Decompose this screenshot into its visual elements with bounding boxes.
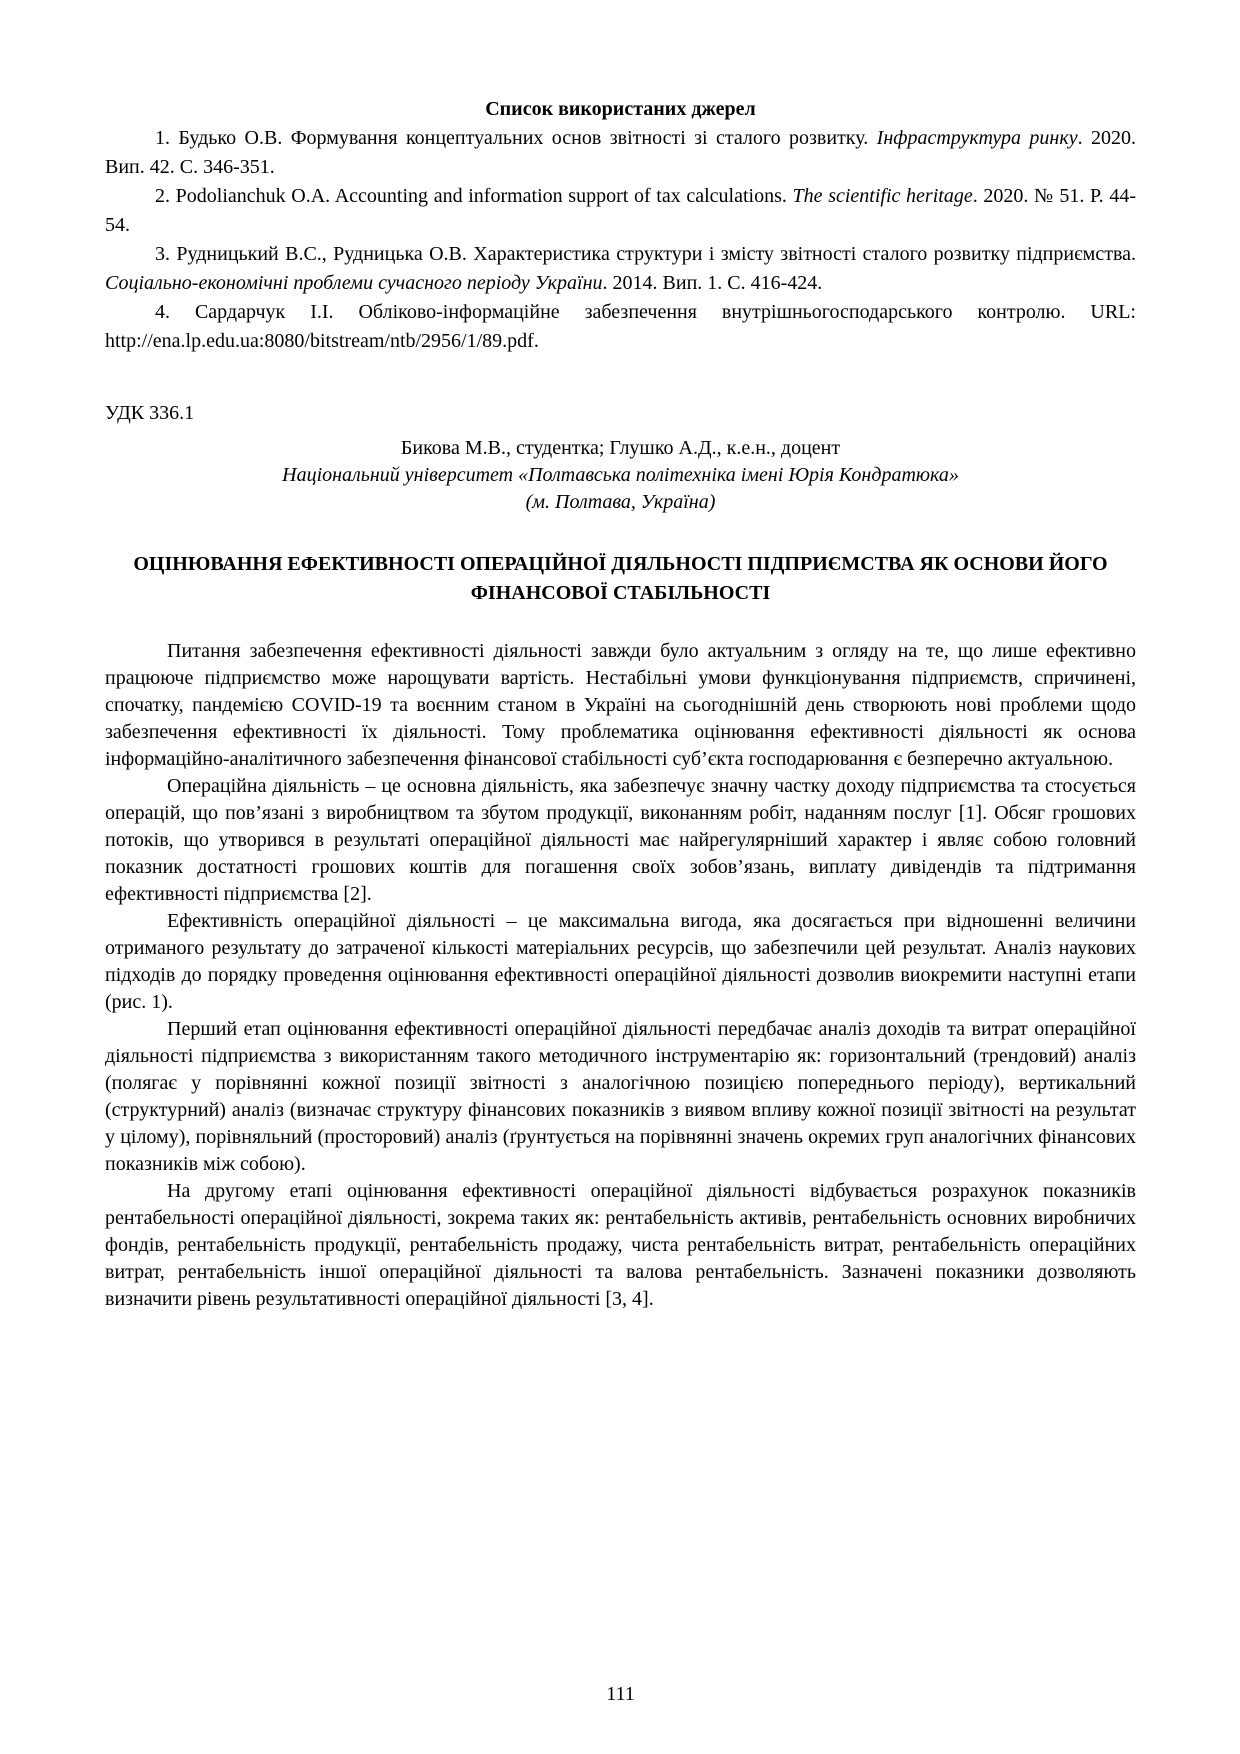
reference-text: . 2020. Вип. 42. С. 346-351. [105, 127, 1136, 178]
body-paragraph-5: На другому етапі оцінювання ефективності операційної діяльності відбувається розрахунок показників рентабельності операційної діяльності, зокрема таких як: рентабельність активів, рентабельність основних виробничих фондів, рентабельність продукції, рентабельність продажу, чиста рентабельність витрат, рентабельність операційних витрат, рентабельність іншої операційної діяльності та валова рентабельність. Зазначені показники дозволяють визначити рівень результативності операційної діяльності [3, 4]. [105, 1180, 1136, 1310]
reference-text: . 2020. № 51. Р. 44-54. [105, 185, 1136, 236]
reference-source-italic: The scientific heritage [792, 185, 973, 207]
article-title: ОЦІНЮВАННЯ ЕФЕКТИВНОСТІ ОПЕРАЦІЙНОЇ ДІЯЛЬНОСТІ ПІДПРИЄМСТВА ЯК ОСНОВИ ЙОГО ФІНАНСОВОЇ СТАБІЛЬНОСТІ [133, 553, 1108, 604]
reference-text: . 2014. Вип. 1. С. 416-424. [602, 272, 823, 294]
reference-source-italic: Соціально-економічні проблеми сучасного періоду України [105, 272, 603, 294]
reference-item-4 [105, 298, 1136, 356]
body-paragraph-3: Ефективність операційної діяльності – це максимальна вигода, яка досягається при відношенні величини отриманого результату до затраченої кількості матеріальних ресурсів, що забезпечили цей результат. Аналіз наукових підходів до порядку проведення оцінювання ефективності операційної діяльності дозволив виокремити наступні етапи (рис. 1). [105, 910, 1136, 1013]
page-number: 111 [606, 1683, 635, 1705]
reference-item-3 [105, 240, 1136, 298]
reference-item-2 [105, 182, 1136, 240]
location-line: (м. Полтава, Україна) [525, 491, 716, 513]
affiliation-line: Національний університет «Полтавська політехніка імені Юрія Кондратюка» [282, 464, 959, 486]
body-paragraph-2: Операційна діяльність – це основна діяльність, яка забезпечує значну частку доходу підприємства та стосується операцій, що пов’язані з виробництвом та збутом продукції, виконанням робіт, наданням послуг [1]. Обсяг грошових потоків, що утворився в результаті операційної діяльності має найрегулярніший характер і являє собою головний показник достатності грошових коштів для погашення своїх зобов’язань, виплату дивідендів та підтримання ефективності підприємства [2]. [105, 775, 1136, 905]
reference-text: 1. Будько О.В. Формування концептуальних основ звітності зі сталого розвитку. [155, 127, 877, 149]
reference-item-1 [105, 124, 1136, 182]
udc-code: УДК 336.1 [105, 402, 195, 424]
references-heading: Список використаних джерел [485, 98, 756, 120]
reference-source-italic: Інфраструктура ринку [876, 127, 1078, 149]
body-paragraph-1: Питання забезпечення ефективності діяльності завжди було актуальним з огляду на те, що лише ефективно працююче підприємство може нарощувати вартість. Нестабільні умови функціонування підприємств, спричинені, спочатку, пандемією COVID-19 та воєнним станом в Україні на сьогоднішній день створюють нові проблеми щодо забезпечення ефективності їх діяльності. Тому проблематика оцінювання ефективності діяльності як основа інформаційно-аналітичного забезпечення фінансової стабільності суб’єкта господарювання є безперечно актуальною. [105, 640, 1136, 770]
authors-line: Бикова М.В., студентка; Глушко А.Д., к.е.н., доцент [400, 437, 841, 459]
body-paragraph-4: Перший етап оцінювання ефективності операційної діяльності передбачає аналіз доходів та витрат операційної діяльності підприємства з використанням такого методичного інструментарію як: горизонтальний (трендовий) аналіз (полягає у порівнянні кожної позиції звітності з аналогічною позицією попереднього періоду), вертикальний (структурний) аналіз (визначає структуру фінансових показників з виявом впливу кожної позиції звітності на результат у цілому), порівняльний (просторовий) аналіз (ґрунтується на порівнянні значень окремих груп аналогічних фінансових показників між собою). [105, 1018, 1136, 1175]
reference-text: 4. Сардарчук І.І. Обліково-інформаційне забезпечення внутрішньогосподарського контролю. URL: http://ena.lp.edu.ua:8080/bitstream/ntb/2956/1/89.pdf. [105, 301, 1136, 352]
reference-text: 3. Рудницький В.С., Рудницька О.В. Характеристика структури і змісту звітності сталого розвитку підприємства. [155, 243, 1136, 265]
reference-text: 2. Podolianchuk O.A. Accounting and information support of tax calculations. [155, 185, 793, 207]
